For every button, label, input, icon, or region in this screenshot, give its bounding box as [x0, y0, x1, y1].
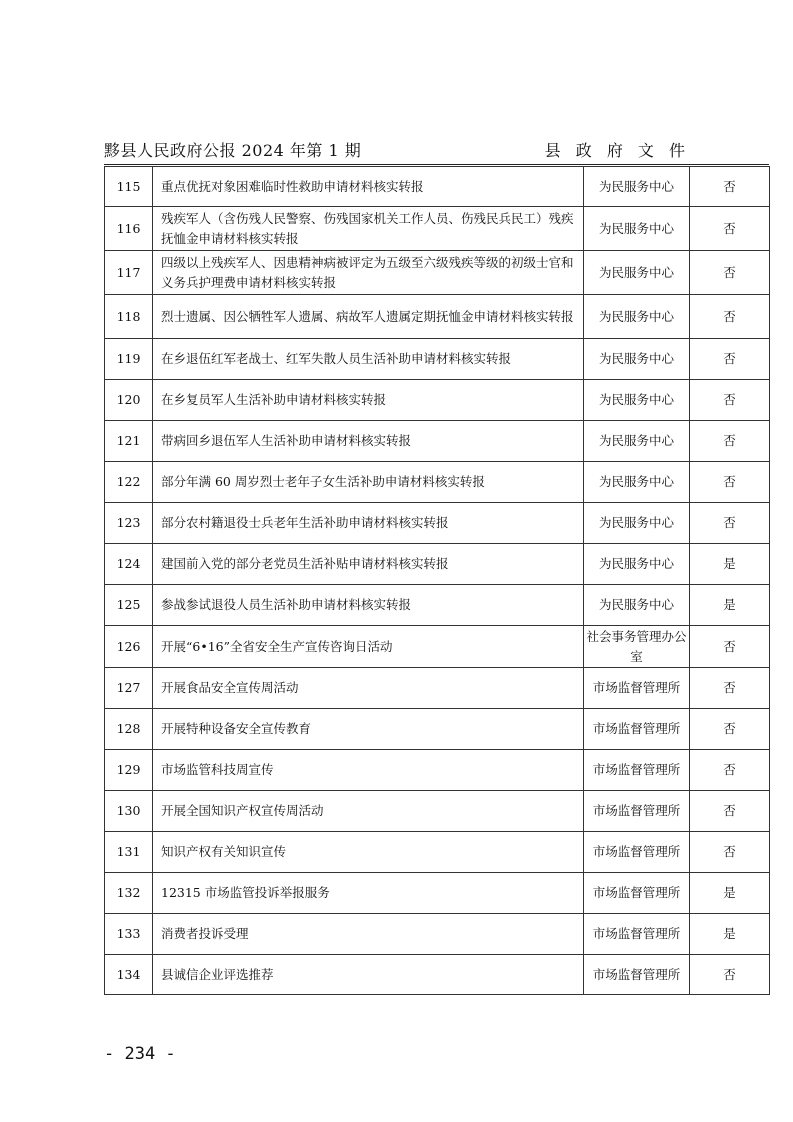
row-department: 市场监督管理所	[584, 873, 690, 914]
row-department: 社会事务管理办公室	[584, 626, 690, 668]
table-row	[105, 544, 770, 585]
row-item: 开展食品安全宣传周活动	[153, 668, 584, 709]
row-item: 烈士遗属、因公牺牲军人遗属、病故军人遗属定期抚恤金申请材料核实转报	[153, 295, 584, 339]
table-row	[105, 668, 770, 709]
table-row	[105, 585, 770, 626]
page-header	[104, 140, 690, 164]
row-number: 125	[105, 585, 153, 626]
row-department: 市场监督管理所	[584, 750, 690, 791]
row-flag: 否	[690, 709, 770, 750]
row-item: 市场监管科技周宣传	[153, 750, 584, 791]
row-item: 在乡复员军人生活补助申请材料核实转报	[153, 380, 584, 421]
row-department: 市场监督管理所	[584, 955, 690, 995]
row-number: 120	[105, 380, 153, 421]
row-department: 为民服务中心	[584, 462, 690, 503]
row-item: 残疾军人（含伤残人民警察、伤残国家机关工作人员、伤残民兵民工）残疾抚恤金申请材料核实转报	[153, 207, 584, 251]
row-flag: 否	[690, 251, 770, 295]
row-flag: 否	[690, 832, 770, 873]
row-number: 116	[105, 207, 153, 251]
section-title: 县 政 府 文 件	[544, 141, 690, 160]
row-flag: 否	[690, 167, 770, 207]
table-row	[105, 251, 770, 295]
table-row	[105, 295, 770, 339]
row-number: 115	[105, 167, 153, 207]
row-item: 带病回乡退伍军人生活补助申请材料核实转报	[153, 421, 584, 462]
row-department: 市场监督管理所	[584, 914, 690, 955]
row-flag: 否	[690, 339, 770, 380]
row-number: 118	[105, 295, 153, 339]
table-row	[105, 955, 770, 995]
row-item: 开展“6•16”全省安全生产宣传咨询日活动	[153, 626, 584, 668]
table-row	[105, 503, 770, 544]
row-department: 市场监督管理所	[584, 668, 690, 709]
page-number: - 234 -	[104, 1044, 176, 1064]
row-department: 为民服务中心	[584, 167, 690, 207]
row-department: 为民服务中心	[584, 339, 690, 380]
row-number: 133	[105, 914, 153, 955]
row-item: 开展特种设备安全宣传教育	[153, 709, 584, 750]
row-item: 开展全国知识产权宣传周活动	[153, 791, 584, 832]
row-number: 127	[105, 668, 153, 709]
row-department: 为民服务中心	[584, 251, 690, 295]
table-row	[105, 873, 770, 914]
row-department: 市场监督管理所	[584, 832, 690, 873]
row-item: 消费者投诉受理	[153, 914, 584, 955]
row-item: 参战参试退役人员生活补助申请材料核实转报	[153, 585, 584, 626]
row-department: 为民服务中心	[584, 585, 690, 626]
row-number: 134	[105, 955, 153, 995]
row-flag: 否	[690, 295, 770, 339]
table-row	[105, 750, 770, 791]
row-flag: 是	[690, 585, 770, 626]
table-row	[105, 914, 770, 955]
row-number: 123	[105, 503, 153, 544]
row-flag: 是	[690, 544, 770, 585]
row-number: 129	[105, 750, 153, 791]
row-flag: 否	[690, 462, 770, 503]
row-flag: 否	[690, 421, 770, 462]
header-divider	[104, 164, 769, 165]
service-list-table	[104, 166, 770, 995]
row-department: 为民服务中心	[584, 421, 690, 462]
row-department: 为民服务中心	[584, 380, 690, 421]
row-item: 部分年满 60 周岁烈士老年子女生活补助申请材料核实转报	[153, 462, 584, 503]
row-flag: 否	[690, 503, 770, 544]
row-number: 121	[105, 421, 153, 462]
row-flag: 是	[690, 914, 770, 955]
row-number: 131	[105, 832, 153, 873]
row-flag: 否	[690, 955, 770, 995]
row-item: 重点优抚对象困难临时性救助申请材料核实转报	[153, 167, 584, 207]
row-department: 为民服务中心	[584, 544, 690, 585]
row-number: 124	[105, 544, 153, 585]
row-number: 126	[105, 626, 153, 668]
table-row	[105, 380, 770, 421]
row-flag: 否	[690, 750, 770, 791]
row-number: 119	[105, 339, 153, 380]
table-row	[105, 709, 770, 750]
table-row	[105, 462, 770, 503]
row-item: 12315 市场监管投诉举报服务	[153, 873, 584, 914]
row-number: 130	[105, 791, 153, 832]
table-row	[105, 421, 770, 462]
row-department: 为民服务中心	[584, 503, 690, 544]
row-flag: 否	[690, 380, 770, 421]
row-flag: 否	[690, 791, 770, 832]
row-item: 四级以上残疾军人、因患精神病被评定为五级至六级残疾等级的初级士官和义务兵护理费申请材料核实转报	[153, 251, 584, 295]
row-item: 在乡退伍红军老战士、红军失散人员生活补助申请材料核实转报	[153, 339, 584, 380]
row-number: 117	[105, 251, 153, 295]
row-flag: 否	[690, 207, 770, 251]
row-item: 县诚信企业评选推荐	[153, 955, 584, 995]
row-number: 132	[105, 873, 153, 914]
row-item: 部分农村籍退役士兵老年生活补助申请材料核实转报	[153, 503, 584, 544]
row-flag: 否	[690, 668, 770, 709]
row-department: 市场监督管理所	[584, 709, 690, 750]
row-department: 为民服务中心	[584, 207, 690, 251]
table-row	[105, 167, 770, 207]
table-row	[105, 791, 770, 832]
row-flag: 是	[690, 873, 770, 914]
row-flag: 否	[690, 626, 770, 668]
row-item: 建国前入党的部分老党员生活补贴申请材料核实转报	[153, 544, 584, 585]
row-item: 知识产权有关知识宣传	[153, 832, 584, 873]
row-number: 122	[105, 462, 153, 503]
table-row	[105, 207, 770, 251]
row-department: 为民服务中心	[584, 295, 690, 339]
table-row	[105, 339, 770, 380]
row-department: 市场监督管理所	[584, 791, 690, 832]
row-number: 128	[105, 709, 153, 750]
table-row	[105, 832, 770, 873]
table-row	[105, 626, 770, 668]
bulletin-title: 黟县人民政府公报 2024 年第 1 期	[104, 141, 362, 160]
